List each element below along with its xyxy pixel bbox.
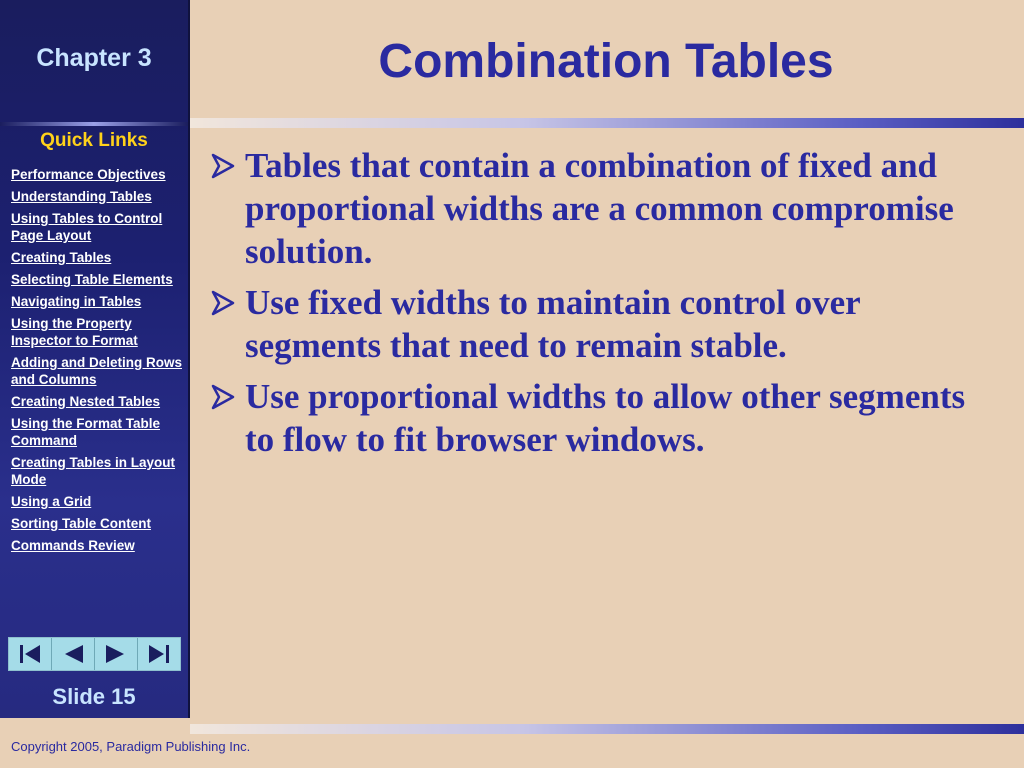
slide-navigation bbox=[8, 637, 181, 671]
last-slide-button[interactable] bbox=[138, 638, 180, 670]
slide-number: Slide 15 bbox=[52, 684, 136, 709]
bullet-item bbox=[210, 281, 1000, 367]
footer-bar bbox=[190, 724, 1024, 734]
first-slide-icon bbox=[16, 642, 44, 666]
link-property-inspector[interactable]: Using the Property Inspector to Format bbox=[11, 316, 138, 348]
bullet-text: Tables that contain a combination of fixed and proportional widths are a common compromise solution. bbox=[245, 146, 954, 271]
link-understanding-tables[interactable]: Understanding Tables bbox=[11, 189, 152, 204]
arrow-bullet-icon bbox=[210, 290, 236, 316]
link-using-tables-page-layout[interactable]: Using Tables to Control Page Layout bbox=[11, 211, 163, 243]
link-format-table-command[interactable]: Using the Format Table Command bbox=[11, 416, 161, 448]
next-slide-button[interactable] bbox=[95, 638, 138, 670]
link-using-a-grid[interactable]: Using a Grid bbox=[11, 494, 92, 509]
quick-links-list bbox=[11, 166, 183, 559]
link-creating-nested-tables[interactable]: Creating Nested Tables bbox=[11, 394, 161, 409]
first-slide-button[interactable] bbox=[9, 638, 52, 670]
previous-slide-button[interactable] bbox=[52, 638, 95, 670]
bullet-item bbox=[210, 375, 1000, 461]
link-selecting-table-elements[interactable]: Selecting Table Elements bbox=[11, 272, 173, 287]
link-navigating-in-tables[interactable]: Navigating in Tables bbox=[11, 294, 142, 309]
previous-slide-icon bbox=[59, 642, 87, 666]
quick-links-sidebar bbox=[0, 0, 190, 718]
copyright-text: Copyright 2005, Paradigm Publishing Inc. bbox=[11, 739, 251, 754]
bullet-text: Use fixed widths to maintain control over segments that need to remain stable. bbox=[245, 283, 861, 365]
link-performance-objectives[interactable]: Performance Objectives bbox=[11, 167, 166, 182]
title-underline-bar bbox=[190, 118, 1024, 128]
link-commands-review[interactable]: Commands Review bbox=[11, 538, 135, 553]
bullet-text: Use proportional widths to allow other segments to flow to fit browser windows. bbox=[245, 377, 966, 459]
sidebar-divider bbox=[0, 122, 188, 126]
slide-title: Combination Tables bbox=[378, 35, 834, 88]
link-sorting-table-content[interactable]: Sorting Table Content bbox=[11, 516, 151, 531]
bullet-list bbox=[210, 144, 1000, 469]
bullet-item bbox=[210, 144, 1000, 273]
link-adding-deleting-rows[interactable]: Adding and Deleting Rows and Columns bbox=[11, 355, 182, 387]
link-layout-mode[interactable]: Creating Tables in Layout Mode bbox=[11, 455, 176, 487]
last-slide-icon bbox=[145, 642, 173, 666]
arrow-bullet-icon bbox=[210, 153, 236, 179]
next-slide-icon bbox=[102, 642, 130, 666]
quick-links-title: Quick Links bbox=[40, 130, 148, 151]
chapter-label: Chapter 3 bbox=[36, 44, 152, 72]
link-creating-tables[interactable]: Creating Tables bbox=[11, 250, 112, 265]
arrow-bullet-icon bbox=[210, 384, 236, 410]
